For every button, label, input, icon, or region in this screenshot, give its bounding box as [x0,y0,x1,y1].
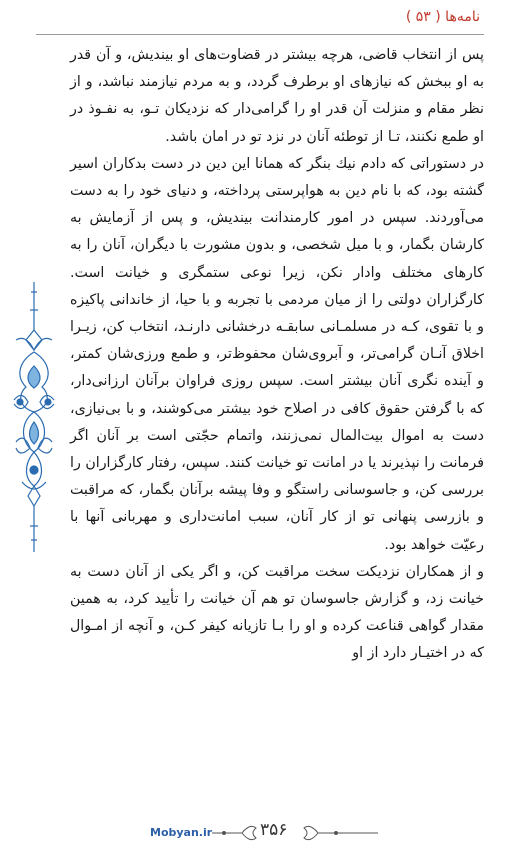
page-footer [150,818,380,848]
paragraph-2: در دستوراتی که دادم نیك بنگر که همانا این دین در دست بدکاران اسیر گشته بود، که با نام دین به هواپرستی پرداخته، و دنیای خود را به دست می‌آوردند. سپس در امور کارمندانت بیندیش، و پس از آزمایش به کارشان بگمار، و با میل شخصی، و بدون مشورت با دیگران، آنان را به کارهای مختلف وادار نکن، زیرا نوعی ستمگری و خیانت است. کارگزاران دولتی را از میان مردمی با تجربه و با حیا، از خاندانی پاکیزه و با تقوی، کـه در مسلمـانی سابقـه درخشانی دارنـد، انتخاب کن، زیـرا اخلاق آنـان گرامی‌تر، و آبروی‌شان محفوظ‌تر، و طمع ورزی‌شان کمتر، و آینده نگری آنان بیشتر است. سپس روزی فراوان برآنان ارزانی‌دار، که با گرفتن حقوق کافی در اصلاح خود بیشتر می‌کوشند، و با بی‌نیازی، دست به اموال بیت‌المال نمی‌زنند، واتمام حجّتی است بر آنان اگر فرمانت را نپذیرند یا در امانت تو خیانت کنند. سپس، رفتار کارگزاران را بررسی کن، و جاسوسانی راستگو و وفا پیشه برآنان بگمار، که مراقبت و بازرسی پنهانی تو از کار آنان، سبب امانت‌داری و مهربانی آنها با رعیّت خواهد بود. [70,155,484,553]
footer-flourish-left-icon [212,818,258,848]
running-title: نامه‌ها ( ۵۳ ) [405,9,480,25]
footer-flourish-right-icon [302,818,378,848]
margin-ornament-icon [8,282,60,552]
page-number: ۳۵۶ [260,820,288,840]
paragraph-1: پس از انتخاب قاضی، هرچه بیشتر در قضاوت‌های او بیندیش، و آن قدر به او ببخش که نیازهای او برطرف گردد، و به مردم نیازمند نباشد، و از نظر مقام و منزلت آن قدر او را گرامی‌دار که نزدیکان تـو، به نفـوذ در او طمع نکنند، تـا از توطئه آنان در نزد تو در امان باشد. [70,47,484,145]
site-watermark: Mobyan.ir [150,826,213,839]
header-rule [36,34,484,35]
body-text [70,42,484,668]
paragraph-3: و از همکاران نزدیکت سخت مراقبت کن، و اگر یکی از آنان دست به خیانت زد، و گزارش جاسوسان تو هم آن خیانت را تأیید کرد، به همین مقدار گواهی قناعت کرده و او را بـا تازیانه کیفر کـن، و آنچه از امـوال که در اختیـار دارد از او [70,563,484,662]
